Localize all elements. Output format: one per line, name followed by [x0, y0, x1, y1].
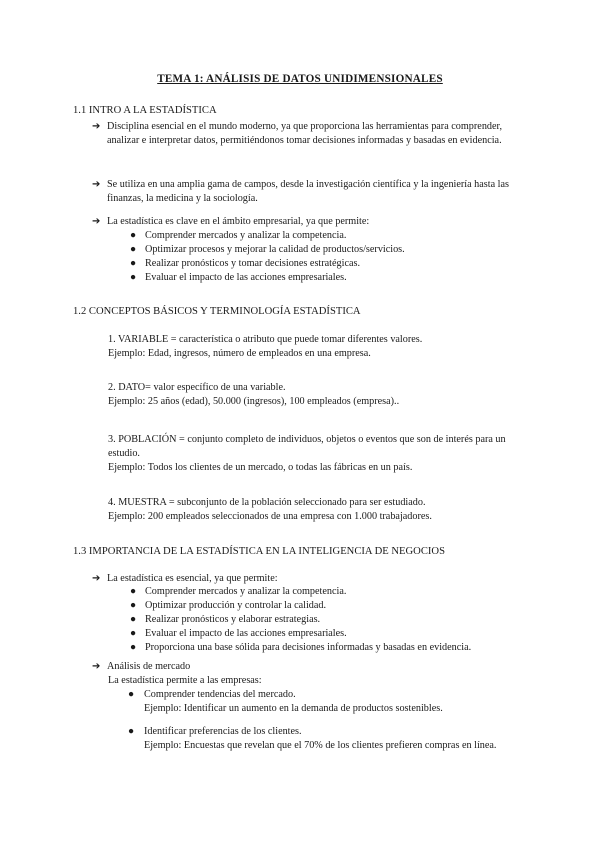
section-heading-1-2: 1.2 CONCEPTOS BÁSICOS Y TERMINOLOGÍA ESTADÍSTICA — [73, 306, 361, 317]
bullet-icon: ● — [128, 689, 135, 700]
list-item: ● Proporciona una base sólida para decisiones informadas y basadas en evidencia. — [130, 642, 472, 653]
concept-definition: 4. MUESTRA = subconjunto de la población seleccionado para ser estudiado. — [108, 497, 426, 508]
paragraph-text: La estadística es esencial, ya que permite: — [107, 573, 278, 584]
arrow-icon: ➔ — [92, 121, 101, 132]
arrow-paragraph — [92, 178, 512, 206]
bullet-icon: ● — [130, 272, 137, 283]
bullet-icon: ● — [130, 258, 137, 269]
arrow-icon: ➔ — [92, 573, 101, 584]
item-text: Comprender tendencias del mercado. — [144, 689, 296, 700]
concept-example: Ejemplo: 200 empleados seleccionados de una empresa con 1.000 trabajadores. — [108, 511, 432, 522]
item-example: Ejemplo: Identificar un aumento en la demanda de productos sostenibles. — [144, 703, 443, 714]
bullet-list — [130, 229, 520, 285]
list-item: ● Comprender mercados y analizar la competencia. — [130, 230, 347, 241]
list-item — [128, 688, 518, 716]
concept-example: Ejemplo: Todos los clientes de un mercado, o todas las fábricas en un país. — [108, 462, 413, 473]
concept-example: Ejemplo: Edad, ingresos, número de empleados en una empresa. — [108, 348, 371, 359]
list-item: ● Optimizar procesos y mejorar la calidad de productos/servicios. — [130, 244, 405, 255]
concept-example: Ejemplo: 25 años (edad), 50.000 (ingresos), 100 empleados (empresa).. — [108, 396, 400, 407]
list-item: ● Evaluar el impacto de las acciones empresariales. — [130, 628, 347, 639]
arrow-icon: ➔ — [92, 216, 101, 227]
arrow-icon: ➔ — [92, 179, 101, 190]
concept-definition: 3. POBLACIÓN = conjunto completo de individuos, objetos o eventos que son de interés para un estudio. — [108, 434, 506, 459]
bullet-icon: ● — [130, 586, 137, 597]
concept-definition: 2. DATO= valor específico de una variable. — [108, 382, 286, 393]
paragraph-text: Disciplina esencial en el mundo moderno, ya que proporciona las herramientas para comprender, analizar e interpretar datos, permitiéndonos tomar decisiones informadas y basadas en evidencia. — [107, 121, 503, 146]
arrow-icon: ➔ — [92, 661, 101, 672]
paragraph-text: La estadística es clave en el ámbito empresarial, ya que permite: — [107, 216, 370, 227]
bullet-icon: ● — [128, 726, 135, 737]
bullet-icon: ● — [130, 642, 137, 653]
bullet-list — [130, 585, 520, 655]
bullet-icon: ● — [130, 600, 137, 611]
paragraph-subtext: La estadística permite a las empresas: — [108, 675, 262, 686]
list-item: ● Realizar pronósticos y tomar decisiones estratégicas. — [130, 258, 360, 269]
concept-dato — [108, 381, 518, 409]
list-item: ● Evaluar el impacto de las acciones empresariales. — [130, 272, 347, 283]
page-title: TEMA 1: ANÁLISIS DE DATOS UNIDIMENSIONALES — [157, 73, 443, 85]
bullet-icon: ● — [130, 628, 137, 639]
arrow-paragraph — [92, 660, 512, 674]
bullet-icon: ● — [130, 614, 137, 625]
item-example: Ejemplo: Encuestas que revelan que el 70% de los clientes prefieren compras en línea. — [144, 740, 497, 751]
paragraph-text: Se utiliza en una amplia gama de campos, desde la investigación científica y la ingeniería hasta las finanzas, la medicina y la sociología. — [107, 179, 509, 204]
arrow-paragraph — [92, 572, 512, 586]
bullet-icon: ● — [130, 244, 137, 255]
concept-variable — [108, 333, 518, 361]
arrow-paragraph — [92, 215, 512, 229]
list-item — [128, 725, 518, 753]
paragraph-text: Análisis de mercado — [107, 661, 191, 672]
section-heading-1-1: 1.1 INTRO A LA ESTADÍSTICA — [73, 105, 217, 116]
list-item: ● Comprender mercados y analizar la competencia. — [130, 586, 347, 597]
concept-poblacion — [108, 433, 518, 475]
list-item: ● Optimizar producción y controlar la calidad. — [130, 600, 327, 611]
concept-definition: 1. VARIABLE = característica o atributo que puede tomar diferentes valores. — [108, 334, 423, 345]
section-heading-1-3: 1.3 IMPORTANCIA DE LA ESTADÍSTICA EN LA INTELIGENCIA DE NEGOCIOS — [73, 546, 445, 557]
bullet-icon: ● — [130, 230, 137, 241]
concept-muestra — [108, 496, 518, 524]
arrow-paragraph — [92, 120, 512, 148]
item-text: Identificar preferencias de los clientes. — [144, 726, 302, 737]
list-item: ● Realizar pronósticos y elaborar estrategias. — [130, 614, 321, 625]
